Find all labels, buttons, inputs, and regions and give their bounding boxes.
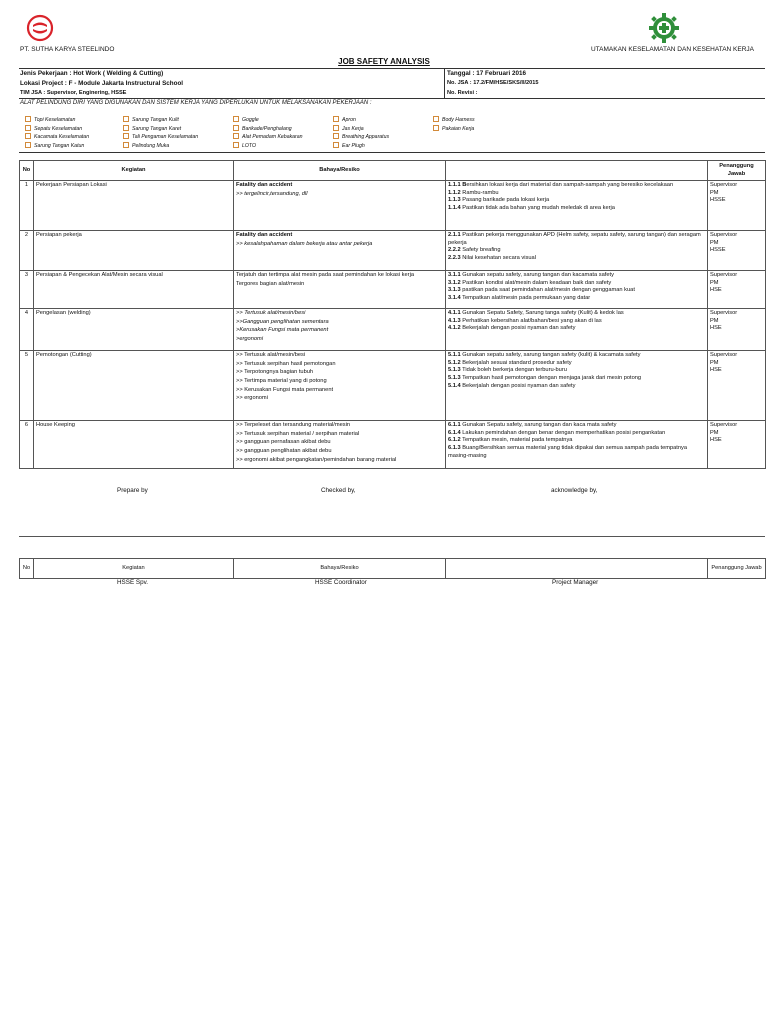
hazard-item: >> Tertimpa material yang di potong [236,378,327,385]
company-logo [26,14,54,42]
control-number: 6.1.1 [448,422,461,428]
col-header-no: No [20,161,34,181]
bahaya-cell [234,231,446,271]
bahaya-cell [234,181,446,231]
responsible-party: Supervisor [710,422,738,428]
responsible-party: PM [710,359,719,366]
kegiatan-text: Persiapan pekerja [36,232,82,238]
apd-checklist [19,109,765,153]
responsible-party: HSE [710,287,722,294]
control-measure [448,247,705,255]
checkbox-icon[interactable] [123,125,129,131]
apd-checkbox-item[interactable] [25,125,82,132]
apd-checkbox-item[interactable] [25,142,84,149]
table-row [20,271,766,309]
control-text: Tempatkan mesin, material pada tempatnya [462,437,573,444]
apd-label: Topi Keselamatan [34,117,76,123]
control-number: 2.2.3 [448,255,461,262]
control-text: Pastikan tidak ada bahan yang mudah meledak di area kerja [462,205,615,212]
control-measure [448,437,705,445]
apd-label: Sarung Tangan Katun [34,142,85,149]
control-number: 3.1.2 [448,279,461,286]
hazard-item: Fatality dan accident [236,232,293,238]
kontrol-cell [446,421,708,469]
table-row [20,181,766,231]
responsible-party: Supervisor [710,310,738,316]
apd-checkbox-item[interactable] [233,133,303,140]
control-measure [448,383,705,391]
control-text: Lakukan pemindahan dengan benar dengan memperhatikan posisi pengankatan [462,429,666,436]
control-text: Tempatkan hasil pemotongan dengan menjaga jarak dari mesin potong [462,375,642,382]
apd-checkbox-item[interactable] [333,133,389,140]
kontrol-cell [446,309,708,351]
apd-label: Goggle [242,117,259,123]
control-text: Tempatkan alat/mesin pada permukaan yang datar [462,295,591,302]
responsible-party: PM [710,279,719,286]
control-number: 2.1.1 [448,232,461,238]
control-measure [448,318,705,326]
responsible-party: Supervisor [710,182,738,188]
hazard-item: >> ergonomi akibat pengangkatan/pemindahan barang material [236,456,397,463]
control-text: ersihkan lokasi kerja dari material dan sampah-sampah yang beresiko kecelakaan [466,182,674,188]
signatory-titles [19,579,765,591]
bahaya-cell [234,271,446,309]
checkbox-icon[interactable] [25,125,31,131]
apd-label: Sepatu Keselamatan [34,125,83,132]
checkbox-icon[interactable] [25,142,31,148]
hsse-coordinator-label: HSSE Coordinator [315,579,367,586]
responsible-party: HSE [710,325,722,332]
pj-cell [708,181,766,231]
project-manager-label: Project Manager [552,579,599,586]
row-number: 5 [20,351,34,421]
apd-checkbox-item[interactable] [333,142,365,149]
responsible-party: HSE [710,437,722,444]
hazard-item: Terjatuh dan tertimpa alat mesin pada saat pemindahan ke lokasi kerja [236,272,414,278]
apd-label: LOTO [242,142,257,149]
apd-checkbox-item[interactable] [123,125,181,132]
control-measure [448,295,705,303]
kegiatan-text: Pengelasan (welding) [36,310,91,316]
apd-label: Barikade/Penghalang [242,125,292,132]
control-number: 5.1.2 [448,359,461,366]
row-number: 1 [20,181,34,231]
control-measure [448,352,705,360]
checkbox-icon[interactable] [333,133,339,139]
checkbox-icon[interactable] [333,125,339,131]
table-row [20,351,766,421]
control-measure [448,422,705,430]
no-revisi: No. Revisi : [447,90,478,96]
hazard-item: >> kesalahpahaman dalam bekerja atau antar pekerja [236,240,373,247]
kontrol-cell [446,271,708,309]
table-row [20,231,766,271]
checkbox-icon[interactable] [123,116,129,122]
col-header-kontrol [446,161,708,181]
footer-table [19,558,766,579]
footer-bahaya: Bahaya/Resiko [234,559,446,579]
hazard-item: >> ergonomi [236,395,268,402]
responsible-party: PM [710,189,719,196]
checkbox-icon[interactable] [233,133,239,139]
control-text: Bekerjalah dengan posisi nyaman dan safety [462,325,576,332]
checkbox-icon[interactable] [233,125,239,131]
hsse-spv-label: HSSE Spv. [117,579,149,586]
apd-checkbox-item[interactable] [25,133,89,140]
apd-section-title: ALAT PELINDUNG DIRI YANG DIGUNAKAN DAN SISTEM KERJA YANG DIPERLUKAN UNTUK MELAKSANAKAN PEKERJAAN : [20,100,372,106]
apd-checkbox-item[interactable] [123,116,179,123]
kontrol-cell [446,231,708,271]
control-measure [448,310,705,318]
control-measure [448,272,705,280]
row-number: 6 [20,421,34,469]
hazard-item: >> tergelincir,tersandung, dll [236,190,308,197]
responsible-party: HSE [710,367,722,374]
control-text: Gunakan Sepatu safety, sarung tangan dan kaca mata safety [462,422,617,428]
k3-safety-logo [640,12,688,44]
control-number: 1.1.3 [448,197,461,204]
apd-checkbox-item[interactable] [233,116,259,123]
apd-label: Sarung Tangan Karet [132,125,182,132]
control-text: Bekerjalah dengan posisi nyaman dan safety [462,382,576,389]
control-text: Nilai kesehatan secara visual [462,255,536,262]
control-number: 5.1.4 [448,382,461,389]
checkbox-icon[interactable] [433,116,439,122]
pj-cell [708,231,766,271]
pj-cell [708,351,766,421]
responsible-party: HSSE [710,197,726,204]
control-number: 5.1.3 [448,367,461,374]
kegiatan-cell [34,271,234,309]
apd-label: Tali Pengaman Keselamatan [132,134,199,140]
jsa-table [19,160,766,469]
footer-no: No [20,559,34,579]
footer-header-row [20,559,766,579]
responsible-party: PM [710,317,719,324]
kegiatan-cell [34,309,234,351]
control-measure [448,255,705,263]
document-title: JOB SAFETY ANALYSIS [338,57,430,66]
kontrol-cell [446,181,708,231]
control-number: 4.1.2 [448,325,461,332]
kegiatan-cell [34,351,234,421]
pj-cell [708,421,766,469]
control-text: Perhatikan kebersihan alat/bahan/besi yang akan di las [462,317,602,324]
col-header-pj: Penanggung Jawab [708,161,766,181]
responsible-party: Supervisor [710,232,738,238]
hazard-item: >>Gangguan penglihatan sementara [236,318,329,325]
table-header-row [20,161,766,181]
pj-cell [708,271,766,309]
control-number: 3.1.4 [448,295,461,302]
control-number: 1.1.1 [448,182,461,188]
control-number: 3.1.3 [448,287,461,294]
row-number: 2 [20,231,34,271]
control-text: Gunakan sepatu safety, sarung tangan dan kacamata safety [462,272,614,278]
bahaya-cell [234,309,446,351]
table-row [20,421,766,469]
apd-label: Body Harness [442,117,475,123]
responsible-party: Supervisor [710,272,738,278]
acknowledge-by-label: acknowledge by, [551,487,598,494]
row-number: 4 [20,309,34,351]
hazard-item: >> Kerusakan Fungsi mata permanent [236,386,334,393]
tim-jsa: TIM JSA : Supervisor, Enginering, HSSE [20,90,127,96]
apd-checkbox-item[interactable] [333,116,356,123]
checkbox-icon[interactable] [123,133,129,139]
apd-label: Pelindung Muka [132,142,170,149]
control-measure [448,190,705,198]
kegiatan-cell [34,181,234,231]
control-text: Gunakan sepatu safety, sarung tangan safety (kulit) & kacamata safety [462,352,641,358]
apd-label: Jas Kerja [342,125,364,132]
control-text: Buang/Bersihkan semua material yang tidak dipakai dan semua sampah pada tempatnya masing-masing [448,445,688,459]
hazard-item: >> Tertusuk serpihan hasil pemotongan [236,360,336,367]
control-measure [448,445,705,460]
control-number: 6.1.2 [448,437,461,444]
safety-motto: UTAMAKAN KESELAMATAN DAN KESEHATAN KERJA [590,46,754,53]
control-measure [448,287,705,295]
apd-checkbox-item[interactable] [433,125,474,132]
control-text: Gunakan Sepatu Safety, Sarung tanga safety (Kulit) & kedok las [462,310,624,316]
apd-checkbox-item[interactable] [333,125,364,132]
hazard-item: Fatality dan accident [236,182,293,188]
control-number: 1.1.4 [448,205,461,212]
footer-kontrol [446,559,708,579]
responsible-party: Supervisor [710,352,738,358]
control-measure [448,205,705,213]
control-number: 4.1.3 [448,317,461,324]
control-measure [448,182,705,190]
checkbox-icon[interactable] [333,116,339,122]
control-measure [448,367,705,375]
prepare-by-label: Prepare by [117,487,148,494]
hazard-item: >> gangguan pernafasan akibat debu [236,439,331,446]
control-measure [448,197,705,205]
apd-checkbox-item[interactable] [433,116,475,123]
checkbox-icon[interactable] [333,142,339,148]
kegiatan-text: Persiapan & Pengecekan Alat/Mesin secara visual [36,272,163,278]
control-number: 6.1.3 [448,445,461,452]
control-text: pastikan pada saat pemindahan alat/mesin dengan genggaman kuat [462,287,635,294]
apd-checkbox-item[interactable] [233,142,256,149]
no-jsa: No. JSA : 17.2/FM/HSE/SKS/II/2015 [447,80,539,86]
jsa-header-info [19,68,765,99]
control-measure [448,375,705,383]
control-measure [448,232,705,247]
control-text: Rambu-rambu [462,189,499,196]
apd-label: Kacamata Keselamatan [34,134,90,140]
tanggal: Tanggal : 17 Februari 2016 [447,70,526,77]
control-number: 6.1.4 [448,429,461,436]
control-number: 2.2.2 [448,247,461,254]
kegiatan-cell [34,421,234,469]
responsible-party: PM [710,239,719,246]
footer-kegiatan: Kegiatan [34,559,234,579]
col-header-bahaya: Bahaya/Resiko [234,161,446,181]
bahaya-cell [234,351,446,421]
apd-label: Ear Plugh [342,142,365,149]
control-number: 4.1.1 [448,310,461,316]
checkbox-icon[interactable] [25,116,31,122]
apd-checkbox-item[interactable] [233,125,292,132]
control-number: 1.1.2 [448,189,461,196]
control-initial: B [462,182,467,188]
apd-checkbox-item[interactable] [123,133,198,140]
control-number: 5.1.1 [448,352,461,358]
control-measure [448,360,705,368]
kegiatan-text: House Keeping [36,422,75,428]
control-number: 3.1.1 [448,272,461,278]
hazard-item: Tergores bagian alat/mesin [236,280,305,287]
signature-area [19,477,765,537]
checkbox-icon[interactable] [233,116,239,122]
hazard-item: >Kerusakan Fungsi mata permanent [236,327,329,334]
control-text: Safety breafing [462,247,501,254]
hazard-item: >> Tertusuk alat/mesin/besi [236,310,306,316]
kegiatan-cell [34,231,234,271]
checked-by-label: Checked by, [321,487,356,494]
hazard-item: >> Tertusuk serpihan material / serpihan material [236,430,360,437]
hazard-item: >> Tertusuk alat/mesin/besi [236,352,306,358]
apd-checkbox-item[interactable] [123,142,169,149]
apd-checkbox-item[interactable] [25,116,75,123]
checkbox-icon[interactable] [123,142,129,148]
kontrol-cell [446,351,708,421]
hazard-item: >> Terpotongnya bagian tubuh [236,369,314,376]
company-name: PT. SUTHA KARYA STEELINDO [20,46,115,53]
lokasi-project: Lokasi Project : F - Module Jakarta Instructural School [20,80,184,87]
apd-label: Breathing Apparatus [342,134,390,140]
checkbox-icon[interactable] [433,125,439,131]
control-text: Tidak boleh berkerja dengan terburu-buru [462,367,567,374]
control-text: Pasang barikade pada lokasi kerja [462,197,550,204]
hazard-item: >ergonomi [236,336,264,343]
hazard-item: >> gangguan penglihatan akibat debu [236,448,332,455]
responsible-party: PM [710,429,719,436]
control-measure [448,430,705,438]
responsible-party: HSSE [710,247,726,254]
footer-pj: Penanggung Jawab [708,559,766,579]
apd-label: Apron [342,117,356,123]
checkbox-icon[interactable] [233,142,239,148]
control-text: Pastikan kondisi alat/mesin dalam keadaan baik dan safety [462,279,612,286]
control-text: Bekerjalah sesuai standard prosedur safety [462,359,572,366]
table-row [20,309,766,351]
kegiatan-text: Pemotongan (Cutting) [36,352,92,358]
pj-cell [708,309,766,351]
control-measure [448,280,705,288]
hazard-item: >> Terpeleset dan tersandung material/mesin [236,422,351,428]
checkbox-icon[interactable] [25,133,31,139]
bahaya-cell [234,421,446,469]
apd-label: Alat Pemadam Kebakaran [242,134,303,140]
apd-label: Pakaian Kerja [442,125,475,132]
col-header-kegiatan: Kegiatan [34,161,234,181]
row-number: 3 [20,271,34,309]
control-number: 5.1.3 [448,375,461,382]
kegiatan-text: Pekerjaan Persiapan Lokasi [36,182,107,188]
apd-label: Sarung Tangan Kulit [132,117,179,123]
jenis-pekerjaan: Jenis Pekerjaan : Hot Work ( Welding & Cutting) [20,70,164,77]
control-text: Pastikan pekerja menggunakan APD (Helm safety, sepatu safety, sarung tangan) dan seragam pekerja [448,232,701,246]
control-measure [448,325,705,333]
